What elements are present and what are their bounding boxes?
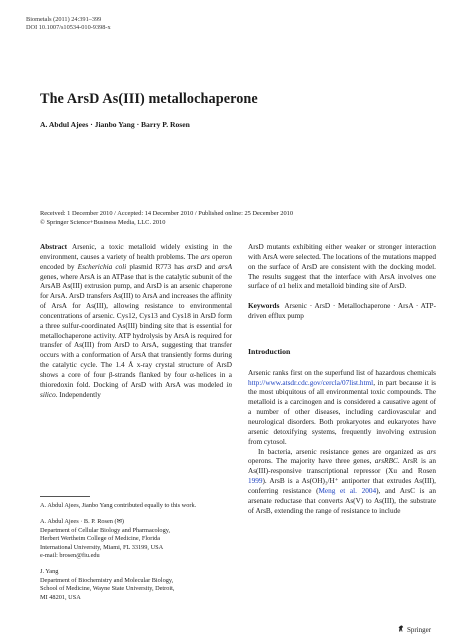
affiliation-2-school: School of Medicine, Wayne State University, Detroit,: [40, 585, 175, 593]
intro-paragraph-2: [248, 448, 436, 517]
keywords-heading: Keywords: [248, 302, 280, 311]
intro-italic-term: ars: [426, 447, 436, 456]
affiliation-1-college: Herbert Wertheim College of Medicine, Florida: [40, 535, 161, 543]
keywords-text: Arsenic · ArsD · Metallochaperone · ArsA · ATP-driven efflux pump: [248, 302, 436, 321]
intro-text: operons. The majority have three genes,: [248, 457, 375, 466]
intro-text: ). ArsB is a As(OH)₃/H⁺ antiporter that extrudes As(III), conferring resistance (: [248, 477, 436, 495]
publication-history: [40, 210, 293, 227]
abstract-italic-term: ars: [200, 252, 210, 261]
affiliation-1-names: A. Abdul Ajees · B. P. Rosen (✉): [40, 518, 124, 526]
contribution-note: A. Abdul Ajees, Jianbo Yang contributed equally to this work.: [40, 502, 197, 509]
footnotes: [40, 502, 232, 602]
abstract-italic-term: in silico: [40, 380, 232, 399]
affiliation-1-university: International University, Miami, FL 33199, USA: [40, 543, 164, 551]
abstract-heading: Abstract: [40, 243, 67, 251]
publisher-logo: [398, 625, 431, 634]
journal-citation: Biometals (2011) 24:391–399: [26, 16, 102, 23]
intro-text: . ArsR is an As(III)-responsive transcriptional repressor (Xu and Rosen: [248, 457, 437, 476]
abstract-text: plasmid R773 has: [126, 262, 188, 271]
intro-text: , in part because it is the most ubiquitous of all environmental toxic compounds. The metalloid is a carcinogen and is considered a causative agent of a number of other diseases, including cardiovascular and neurological disorders. Both prokaryotes and eukaryotes have arsenic detoxifying systems, frequently involving extrusion from cytosol.: [248, 378, 436, 446]
affiliation-1-dept: Department of Cellular Biology and Pharmacology,: [40, 526, 171, 534]
affiliation-1-email: e-mail: brosen@fiu.edu: [40, 552, 100, 560]
keywords-paragraph: [248, 302, 436, 322]
doi-line: DOI 10.1007/s10534-010-9398-x: [26, 24, 111, 32]
affiliation-2-dept: Department of Biochemistry and Molecular Biology,: [40, 576, 174, 584]
abstract-text: operon encoded by: [40, 252, 232, 271]
copyright-line: © Springer Science+Business Media, LLC. 2010: [40, 218, 166, 226]
history-line: Received: 1 December 2010 / Accepted: 14 December 2010 / Published online: 25 December 2010: [40, 210, 294, 217]
intro-text: ), and ArsC is an arsenate reductase that converts As(V) to As(III), the substrate of ArsB, extending the range of resistance to include: [248, 486, 436, 515]
introduction-heading: Introduction: [248, 346, 291, 356]
right-column: [248, 243, 436, 516]
abstract-text: Arsenic, a toxic metalloid widely existing in the environment, causes a variety of health problems. The: [40, 243, 232, 261]
intro-gene-name: arsRBC: [374, 457, 398, 466]
abstract-species-name: Escherichia coli: [77, 262, 127, 271]
abstract-text: and: [201, 262, 219, 271]
intro-text: In bacteria, arsenic resistance genes are organized as: [258, 447, 427, 456]
abstract-text: genes, where ArsA is an ATPase that is the catalytic subunit of the ArsAB As(III) extrusion pump, and ArsD is an arsenic chaperone for ArsA. ArsD transfers As(III) to ArsA and increases the affinity of ArsA for As(III), allowing resistance to environmental concentrations of arsenic. Cys12, Cys13 and Cys18 in ArsD form a three sulfur-coordinated As(III) binding site that is essential for metallochaperone activity. ATP hydrolysis by ArsA is required for transfer of As(III) from ArsD to ArsA, suggesting that transfer occurs with a conformation of ArsA that transiently forms during the catalytic cycle. The 1.4 Å x-ray crystal structure of ArsD shows a core of four β-strands flanked by four α-helices in a thioredoxin fold. Docking of ArsD with ArsA was modeled: [40, 272, 232, 389]
intro-text: Arsenic ranks first on the superfund list of hazardous chemicals: [248, 368, 436, 377]
intro-paragraph-1: [248, 369, 436, 448]
article-title: The ArsD As(III) metallochaperone: [40, 91, 258, 107]
affiliation-2-name: J. Yang: [40, 568, 59, 576]
abstract-paragraph: [40, 243, 232, 401]
author-list: A. Abdul Ajees · Jianbo Yang · Barry P. Rosen: [40, 120, 190, 129]
springer-horse-icon: [398, 625, 404, 634]
abstract-text: . Independently: [55, 390, 101, 399]
publisher-name: Springer: [407, 625, 432, 634]
citation-link-meng[interactable]: Meng et al. 2004: [318, 486, 377, 495]
journal-header: [26, 16, 111, 33]
abstract-gene-name: arsD: [187, 262, 202, 271]
citation-link-xu-rosen[interactable]: 1999: [248, 477, 263, 486]
abstract-column: [40, 243, 232, 401]
abstract-continuation: ArsD mutants exhibiting either weaker or stronger interaction with ArsA were selected. The locations of the mutations mapped on the surface of ArsD are consistent with the docking model. The results suggest that the interface with ArsA involves one surface of α1 helix and metalloid binding site of ArsD.: [248, 243, 436, 291]
affiliation-2-address: MI 48201, USA: [40, 593, 81, 601]
abstract-gene-name: arsA: [218, 262, 232, 271]
footnote-rule: [40, 496, 90, 497]
atsdr-link[interactable]: http://www.atsdr.cdc.gov/cercla/07list.html: [248, 378, 374, 387]
